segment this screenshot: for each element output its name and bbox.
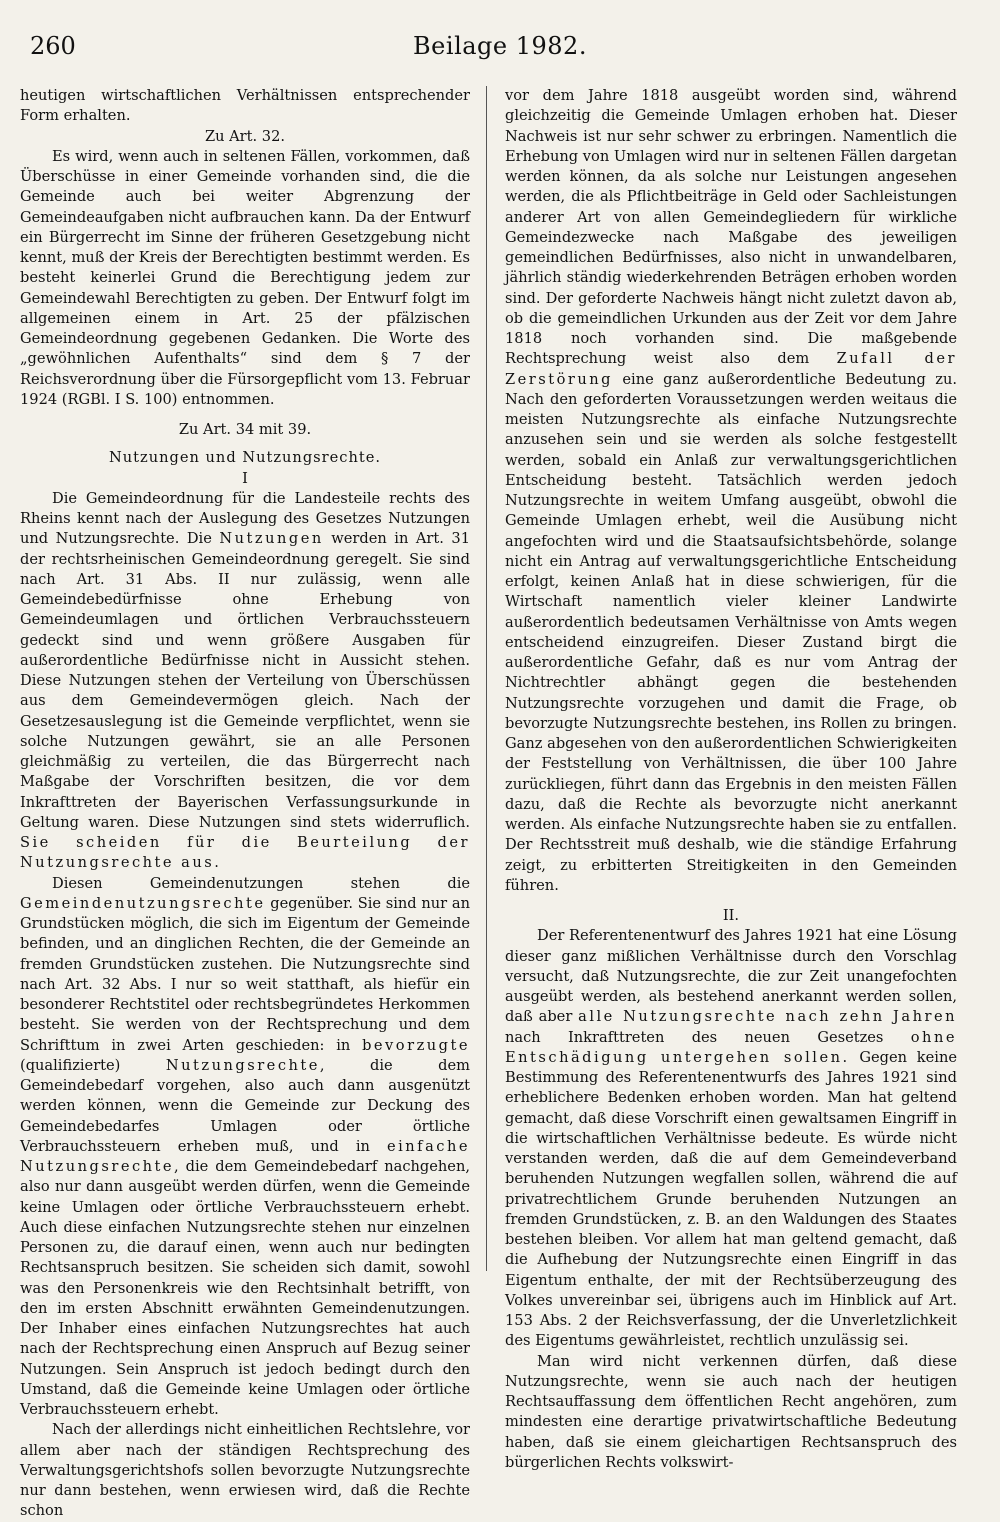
spaced-emphasis: alle Nutzungsrechte nach zehn Jahren xyxy=(578,1008,957,1026)
spaced-emphasis: einfache Nutzungsrechte xyxy=(20,1137,470,1175)
running-head: Beilage 1982. xyxy=(413,32,587,60)
spaced-emphasis: Sie scheiden für die Beurteilung der Nutzungsrechte aus. xyxy=(20,834,470,872)
spaced-emphasis: Gemeindenutzungsrechte xyxy=(20,894,266,912)
page-header xyxy=(28,30,972,64)
paragraph: Es wird, wenn auch in seltenen Fällen, vorkommen, daß Überschüsse in einer Gemeinde vorhanden sind, die die Gemeinde auch bei weiter Abgrenzung der Gemeindeaufgaben nicht aufbrauchen kann. Da der Entwurf ein Bürgerrecht im Sinne der früheren Gesetzgebung nicht kennt, muß der Kreis der Berechtigten bestimmt werden. Es besteht keinerlei Grund die Berechtigung jedem zur Gemeindewahl Berechtigten zu geben. Der Entwurf folgt im allgemeinen einem in Art. 25 der pfälzischen Gemeindeordnung gegebenen Gedanken. Die Worte des „gewöhnlichen Aufenthalts“ sind dem § 7 der Reichsverordnung über die Fürsorgepflicht vom 13. Februar 1924 (RGBl. I S. 100) entnommen. xyxy=(20,147,470,408)
text-run: eine ganz außerordentliche Bedeutung zu. Nach den geforderten Voraussetzungen werden weitaus die meisten Nutzungsrechte als einfache Nutzungsrechte anzusehen sein und sie werden als solche festgestellt werden, sobald ein Anlaß zur verwaltungsgerichtlichen Entscheidung besteht. Tatsächlich werden jedoch Nutzungsrechte in weitem Umfang ausgeübt, obwohl die Gemeinde Umlagen erhebt, weil die Ausübung nicht angefochten wird und die Staatsaufsichtsbehörde, solange nicht ein Antrag auf verwaltungsgerichtliche Entscheidung erfolgt, keinen Anlaß hat in diese schwierigen, für die Wirtschaft namentlich vieler kleiner Landwirte außerordentlich bedeutsamen Verhältnisse von Amts wegen entscheidend einzugreifen. Dieser Zustand birgt die außerordentliche Gefahr, daß es nur vom Antrag der Nichtrechtler abhängt gegen die bestehenden Nutzungsrechte vorzugehen und damit die Frage, ob bevorzugte Nutzungsrechte bestehen, ins Rollen zu bringen. Ganz abgesehen von den außerordentlichen Schwierigkeiten der Feststellung von Verhältnissen, die über 100 Jahre zurückliegen, führt dann das Ergebnis in den meisten Fällen dazu, daß die Rechte als bevorzugte nicht anerkannt werden. Als einfache Nutzungsrechte haben sie zu entfallen. Der Rechtsstreit muß deshalb, wie die ständige Erfahrung zeigt, zu erbitterten Streitigkeiten in den Gemeinden führen. xyxy=(505,370,957,894)
section-subheading: Nutzungen und Nutzungsrechte. xyxy=(109,449,381,467)
text-run: Der Referentenentwurf des Jahres 1921 hat eine Lösung dieser ganz mißlichen Verhältnisse durch den Vorschlag versucht, daß Nutzungsrechte, die zur Zeit unangefochten ausgeübt werden, als bestehend anerkannt werden sollen, daß aber xyxy=(505,927,957,1026)
roman-numeral-heading: I xyxy=(242,469,248,487)
text-run: , die dem Gemeindebedarf vorgehen, also auch dann ausgenützt werden können, wenn die Gemeinde zur Deckung des Gemeindebedarfes Umlagen oder örtliche Verbrauchssteuern erheben muß, und in xyxy=(20,1056,470,1155)
text-run: Diesen Gemeindenutzungen stehen die xyxy=(52,874,470,892)
text-run: vor dem Jahre 1818 ausgeübt worden sind, während gleichzeitig die Gemeinde Umlagen erhoben hat. Dieser Nachweis ist nur sehr schwer zu erbringen. Namentlich die Erhebung von Umlagen wird nur in seltenen Fällen dargetan werden können, da als solche nur Leistungen angesehen werden, die als Pflichtbeiträge in Geld oder Sachleistungen anderer Art von allen Gemeindegliedern für wirkliche Gemeindezwecke nach Maßgabe des jeweiligen gemeindlichen Bedürfnisses, also nicht in unwandelbaren, jährlich ständig wiederkehrenden Beträgen erhoben worden sind. Der geforderte Nachweis hängt nicht zuletzt davon ab, ob die gemeindlichen Urkunden aus der Zeit vor dem Jahre 1818 noch vorhanden sind. Die maßgebende Rechtsprechung weist also dem xyxy=(505,87,957,368)
paragraph: heutigen wirtschaftlichen Verhältnissen entsprechender Form erhalten. xyxy=(20,87,470,125)
spaced-emphasis: Nutzungsrechte xyxy=(165,1056,320,1074)
paragraph xyxy=(20,489,470,874)
section-heading-art32: Zu Art. 32. xyxy=(204,127,286,145)
text-run: , die dem Gemeindebedarf nachgehen, also nur dann ausgeübt werden dürfen, wenn die Gemeinde keine Umlagen oder örtliche Verbrauchssteuern erhebt. Auch diese einfachen Nutzungsrechte stehen nur einzelnen Personen zu, die darauf einen, wenn auch nur bedingten Rechtsanspruch besitzen. Sie scheiden sich damit, sowohl was den Personenkreis wie den Rechtsinhalt betrifft, von den im ersten Abschnitt erwähnten Gemeindenutzungen. Der Inhaber eines einfachen Nutzungsrechtes hat auch nach der Rechtsprechung einen Anspruch auf Bezug seiner Nutzungen. Sein Anspruch ist jedoch bedingt durch den Umstand, daß die Gemeinde keine Umlagen oder örtliche Verbrauchssteuern erhebt. xyxy=(20,1158,470,1418)
text-run: gegenüber. Sie sind nur an Grundstücken möglich, die sich im Eigentum der Gemeinde befinden, und an dinglichen Rechten, die der Gemeinde an fremden Grundstücken zustehen. Die Nutzungsrechte sind nach Art. 32 Abs. I nur so weit statthaft, als hiefür ein besonderer Rechtstitel oder rechtsbegründetes Herkommen besteht. Sie werden von der Rechtsprechung und dem Schrifttum in zwei Arten geschieden: in xyxy=(20,894,470,1054)
text-run: Gegen keine Bestimmung des Referentenentwurfs des Jahres 1921 sind erheblichere Bedenken erhoben worden. Man hat geltend gemacht, daß diese Vorschrift einen gewaltsamen Eingriff in die wirtschaftlichen Verhältnisse bedeute. Es würde nicht verstanden werden, daß die auf dem Gemeindeverband beruhenden Nutzungen wegfallen sollen, während die auf privatrechtlichem Grunde beruhenden Nutzungen an fremden Grundstücken, z. B. an den Waldungen des Staates bestehen bleiben. Vor allem hat man geltend gemacht, daß die Aufhebung der Nutzungsrechte einen Eingriff in das Eigentum enthalte, der mit der Rechtsüberzeugung des Volkes unvereinbar sei, übrigens auch im Hinblick auf Art. 153 Abs. 2 der Reichsverfassung, der die Unverletzlichkeit des Eigentums gewährleistet, rechtlich unzulässig sei. xyxy=(505,1048,957,1350)
column-divider xyxy=(486,86,487,1271)
paragraph xyxy=(20,874,470,1421)
spaced-emphasis: ohne Entschädigung untergehen sollen. xyxy=(505,1028,957,1066)
text-run: nach Inkrafttreten des neuen Gesetzes xyxy=(505,1028,911,1046)
paragraph xyxy=(505,926,957,1351)
right-column xyxy=(505,86,957,1471)
spaced-emphasis: Zufall der Zerstörung xyxy=(505,350,957,388)
left-column xyxy=(20,86,470,1520)
paragraph: Man wird nicht verkennen dürfen, daß diese Nutzungsrechte, wenn sie auch nach der heutigen Rechtsauffassung dem öffentlichen Recht angehören, zum mindesten eine derartige privatwirtschaftliche Bedeutung haben, daß sie einem gleichartigen Rechtsanspruch des bürgerlichen Rechts volkswirt- xyxy=(505,1352,957,1471)
paragraph xyxy=(505,86,957,896)
spaced-emphasis: Nutzungen xyxy=(219,530,324,548)
spaced-emphasis: bevorzugte xyxy=(362,1036,470,1054)
text-run: (qualifizierte) xyxy=(20,1056,166,1074)
paragraph: Nach der allerdings nicht einheitlichen Rechtslehre, vor allem aber nach der ständigen Rechtsprechung des Verwaltungsgerichtshofs sollen bevorzugte Nutzungsrechte nur dann bestehen, wenn erwiesen wird, daß die Rechte schon xyxy=(20,1421,470,1520)
text-run: Die Gemeindeordnung für die Landesteile rechts des Rheins kennt nach der Auslegung des Gesetzes Nutzungen und Nutzungsrechte. Die xyxy=(20,489,470,548)
roman-numeral-heading: II. xyxy=(722,907,740,924)
section-heading-art34: Zu Art. 34 mit 39. xyxy=(178,421,312,438)
text-run: werden in Art. 31 der rechtsrheinischen Gemeindeordnung geregelt. Sie sind nach Art. 31 Abs. II nur zulässig, wenn alle Gemeindebedürfnisse ohne Erhebung von Gemeindeumlagen und örtlichen Verbrauchssteuern gedeckt sind und wenn größere Ausgaben für außerordentliche Bedürfnisse nicht in Aussicht stehen. Diese Nutzungen stehen der Verteilung von Überschüssen aus dem Gemeindevermögen gleich. Nach der Gesetzesauslegung ist die Gemeinde verpflichtet, wenn sie solche Nutzungen gewährt, sie an alle Personen gleichmäßig zu verteilen, die das Bürgerrecht nach Maßgabe der Vorschriften besitzen, die vor dem Inkrafttreten der Bayerischen Verfassungsurkunde in Geltung waren. Diese Nutzungen sind stets widerruflich. xyxy=(20,530,470,831)
page-number: 260 xyxy=(30,32,76,60)
